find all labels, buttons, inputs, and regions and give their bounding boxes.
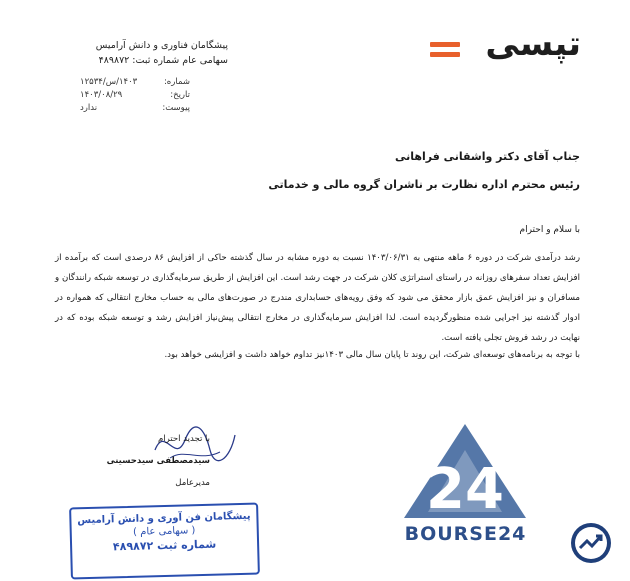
signatory-position: مدیرعامل (175, 478, 210, 488)
logo-bar-top (430, 42, 460, 47)
meta-date (80, 89, 190, 102)
tapsi-logo (420, 24, 585, 75)
meta-number (80, 76, 190, 89)
body-paragraph-2: با توجه به برنامه‌های توسعه‌ای شرکت، این روند تا پایان سال مالی ۱۴۰۳نیز تداوم خواهد داشت و افزایشی خواهد بود. (164, 350, 580, 360)
logo-bar-bottom (430, 52, 460, 57)
letter-meta (80, 76, 190, 115)
trend-badge-icon (570, 522, 612, 564)
bourse24-logo-icon (398, 420, 533, 520)
signatory-name: سیدمصطفی سیدحسینی (106, 456, 210, 466)
stamp-line-2: ( سهامی عام ) (132, 525, 196, 538)
company-header (58, 38, 228, 68)
signature-block (100, 428, 210, 494)
logo-text: تپسی (485, 24, 581, 64)
meta-attachment (80, 102, 190, 115)
meta-number-label: شماره: (163, 77, 190, 87)
company-stamp (69, 503, 260, 580)
signature-closing: با تجدید احترام (158, 434, 210, 444)
addressee-name: جناب آقای دکتر واشقانی فراهانی (394, 150, 580, 163)
meta-date-value: ۱۴۰۳/۰۸/۲۹ (80, 90, 123, 100)
body-paragraph-1: رشد درآمدی شرکت در دوره ۶ ماهه منتهی به ۱۴۰۳/۰۶/۳۱ نسبت به دوره مشابه در سال گذشته حاکی از افزایش ۸۶ درصدی است که برآمده از افزایش تعداد سفرهای روزانه در راستای استراتژی کلان شرکت در جهت رشد است. این افزایش از طریق سرمایه‌گذاری در توسعه شبکه رانندگان و مسافران و نیز افزایش عمق بازار محقق می شود که وفق رویه‌های حسابداری مندرج در صورت‌های مالی به حساب مخارج انتقالی که همواره در ادوار گذشته نیز اجرایی شده منظورگردیده است. لذا افزایش سرمایه‌گذاری در مخارج انتقالی پیش‌نیاز افزایش رشد و توسعه شبکه بوده که در نهایت در رشد فروش تجلی یافته است. (55, 253, 580, 343)
stamp-line-3: شماره ثبت ۴۸۹۸۷۲ (112, 537, 217, 554)
company-name: پیشگامان فناوری و دانش آرامیس (95, 40, 228, 51)
meta-attachment-value: ندارد (80, 103, 98, 113)
greeting: با سلام و احترام (519, 225, 580, 235)
stamp-line-1: پیشگامان فن آوری و دانش آرامیس (77, 510, 251, 527)
meta-number-value: ۱۴۰۳/س/۱۲۵۳۴ (80, 77, 138, 87)
addressee-title: رئیس محترم اداره نظارت بر ناشران گروه مالی و خدماتی (268, 178, 580, 191)
meta-attachment-label: پیوست: (162, 103, 190, 113)
svg-text:24: 24 (426, 457, 504, 520)
bourse24-watermark (398, 420, 533, 550)
bourse24-text: BOURSE24 (404, 523, 527, 545)
meta-date-label: تاریخ: (170, 90, 190, 100)
company-registration: سهامی عام شماره ثبت: ۴۸۹۸۷۲ (98, 55, 228, 66)
